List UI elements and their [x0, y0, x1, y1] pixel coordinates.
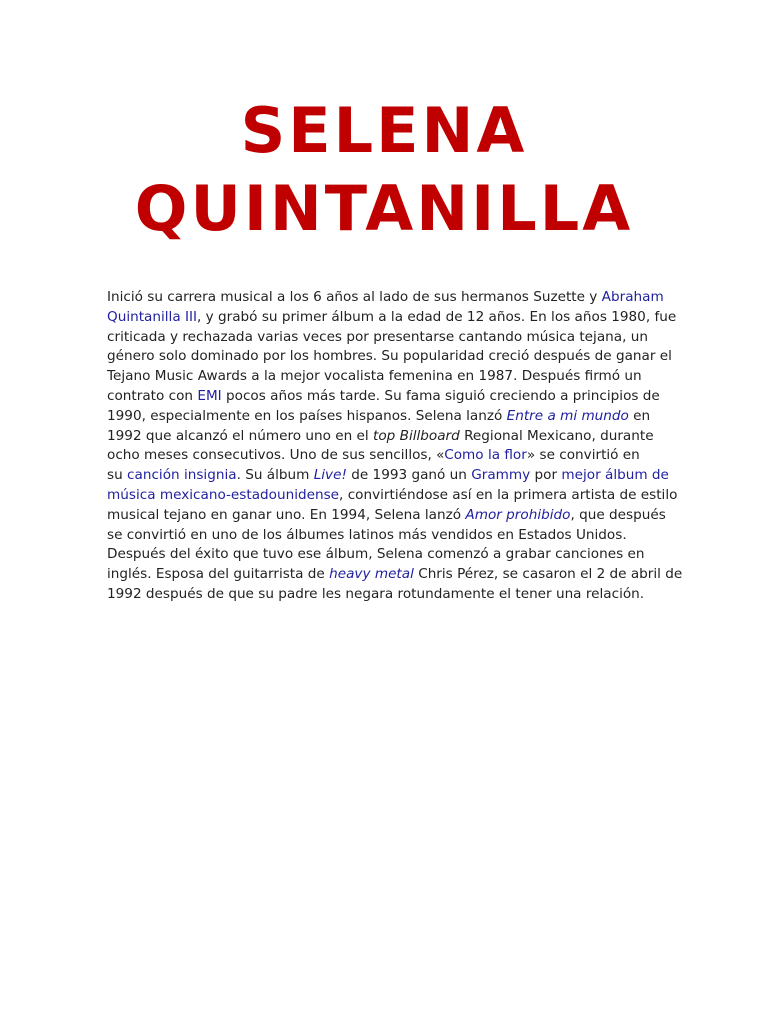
link-emi[interactable]: EMI — [197, 387, 222, 404]
text-line: 1992 después de que su padre les negara rotundamente el tener una relación. — [107, 585, 645, 602]
text-line: contrato con EMI pocos años más tarde. Su fama siguió creciendo a principios de — [107, 387, 660, 404]
text-line: Después del éxito que tuvo ese álbum, Selena comenzó a grabar canciones en — [107, 546, 645, 563]
link-mejor-album[interactable]: mejor álbum de — [561, 467, 669, 484]
link-entre-a-mi-mundo[interactable]: Entre a mi mundo — [506, 407, 629, 424]
body-paragraph — [107, 288, 683, 605]
text-line: su canción insignia. Su álbum Live! de 1993 ganó un Grammy por mejor álbum de — [107, 467, 669, 484]
text-line: 1990, especialmente en los países hispanos. Selena lanzó Entre a mi mundo en — [107, 407, 651, 424]
title-line-2: QUINTANILLA — [134, 172, 634, 245]
title-line-1: SELENA — [240, 94, 528, 167]
text-line: 1992 que alcanzó el número uno en el top Billboard Regional Mexicano, durante — [107, 427, 654, 444]
text-line: música mexicano-estadounidense, convirtiéndose así en la primera artista de estilo — [107, 486, 678, 503]
link-grammy[interactable]: Grammy — [471, 467, 531, 484]
text-line: Quintanilla III, y grabó su primer álbum a la edad de 12 años. En los años 1980, fue — [107, 308, 677, 325]
text-line: Inició su carrera musical a los 6 años al lado de sus hermanos Suzette y Abraham — [107, 289, 664, 305]
text-line: Tejano Music Awards a la mejor vocalista femenina en 1987. Después firmó un — [107, 368, 642, 385]
text-line: ocho meses consecutivos. Uno de sus sencillos, «Como la flor» se convirtió en — [107, 447, 640, 464]
page-title — [0, 92, 768, 248]
link-cancion-insignia[interactable]: canción insignia — [127, 467, 237, 484]
link-musica-mexicano-estadounidense[interactable]: música mexicano-estadounidense — [107, 486, 340, 503]
text-line: inglés. Esposa del guitarrista de heavy metal Chris Pérez, se casaron el 2 de abril de — [107, 566, 683, 583]
link-abraham-quintanilla-cont[interactable]: Quintanilla III — [107, 308, 197, 325]
link-amor-prohibido[interactable]: Amor prohibido — [465, 506, 571, 523]
link-como-la-flor[interactable]: Como la flor — [444, 447, 527, 464]
link-abraham-quintanilla[interactable]: Abraham — [601, 289, 664, 305]
top-billboard-text: top Billboard — [373, 427, 460, 444]
link-heavy-metal[interactable]: heavy metal — [329, 566, 414, 583]
link-live[interactable]: Live! — [313, 467, 347, 484]
text-line: criticada y rechazada varias veces por presentarse cantando música tejana, un — [107, 328, 648, 345]
text-line: se convirtió en uno de los álbumes latinos más vendidos en Estados Unidos. — [107, 526, 627, 543]
text-line: género solo dominado por los hombres. Su popularidad creció después de ganar el — [107, 348, 672, 365]
text-line: musical tejano en ganar uno. En 1994, Selena lanzó Amor prohibido, que después — [107, 506, 666, 523]
